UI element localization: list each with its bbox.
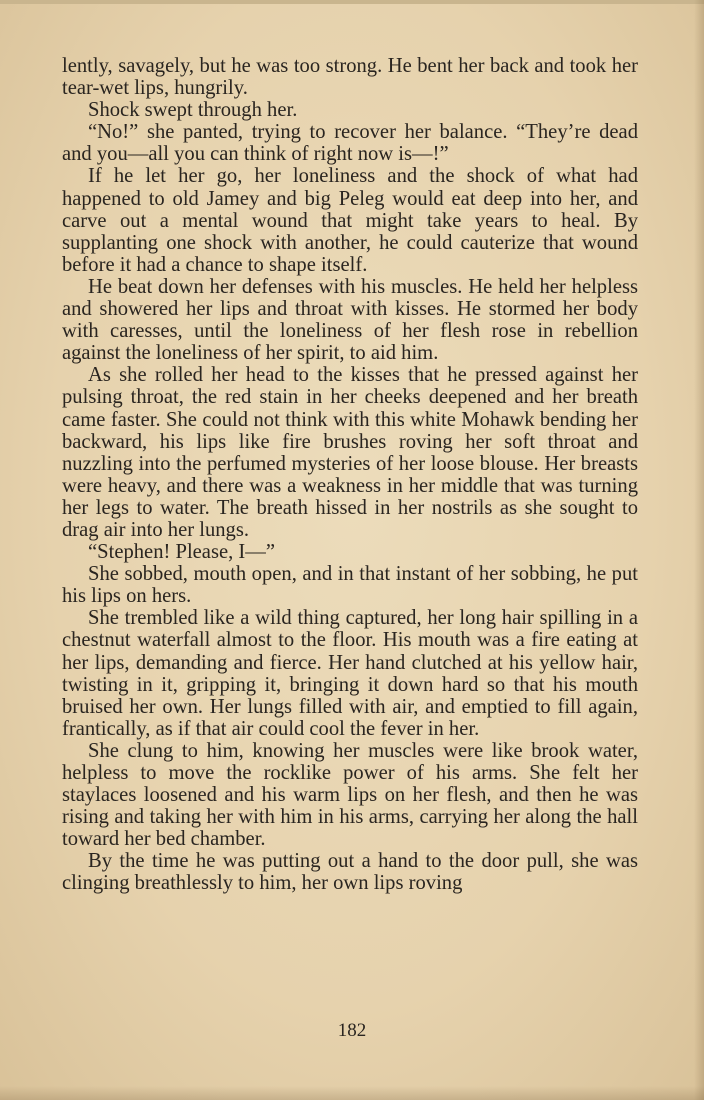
paragraph-7: “Stephen! Please, I—”: [88, 541, 275, 564]
page-number: 182: [337, 1020, 367, 1041]
paragraph-8: She sobbed, mouth open, and in that instant of her sobbing, he put his lips on hers.: [62, 563, 638, 608]
paragraph-6: As she rolled her head to the kisses that he pressed against her pulsing throat, the red stain in her cheeks deepened and her breath came faster. She could not think with this white Mohawk bending her backward, his lips like fire brushes roving her soft throat and nuzzling into the perfumed mysteries of her loose blouse. Her breasts were heavy, and there was a weakness in her middle that was turning her legs to water. The breath hissed in her nostrils as she sought to drag air into her lungs.: [62, 364, 638, 541]
body-text: [62, 55, 638, 895]
page-top-edge: [0, 0, 704, 4]
paragraph-4: If he let her go, her loneliness and the shock of what had happened to old Jamey and big Peleg would eat deep into her, and carve out a mental wound that might take years to heal. By supplanting one shock with another, he could cauterize that wound before it had a chance to shape itself.: [62, 165, 638, 276]
page-right-edge: [694, 0, 704, 1100]
page-bottom-edge: [0, 1086, 704, 1100]
paragraph-3: “No!” she panted, trying to recover her balance. “They’re dead and you—all you can think of right now is—!”: [62, 121, 638, 166]
paragraph-1: lently, savagely, but he was too strong. He bent her back and took her tear-wet lips, hungrily.: [62, 55, 638, 100]
paragraph-11: By the time he was putting out a hand to the door pull, she was clinging breathlessly to him, her own lips roving: [62, 850, 638, 895]
paragraph-10: She clung to him, knowing her muscles were like brook water, helpless to move the rocklike power of his arms. She felt her staylaces loosened and his warm lips on her flesh, and then he was rising and taking her with him in his arms, carrying her along the hall toward her bed chamber.: [62, 739, 638, 851]
paragraph-5: He beat down her defenses with his muscles. He held her helpless and showered her lips and throat with kisses. He stormed her body with caresses, until the loneliness of her flesh rose in rebellion against the loneliness of her spirit, to aid him.: [62, 275, 638, 365]
paragraph-9: She trembled like a wild thing captured, her long hair spilling in a chestnut waterfall almost to the floor. His mouth was a fire eating at her lips, demanding and fierce. Her hand clutched at his yellow hair, twisting in it, gripping it, bringing it down hard so that his mouth bruised her own. Her lungs filled with air, and emptied to fill again, frantically, as if that air could cool the fever in her.: [62, 607, 638, 740]
paragraph-2: Shock swept through her.: [88, 99, 298, 122]
